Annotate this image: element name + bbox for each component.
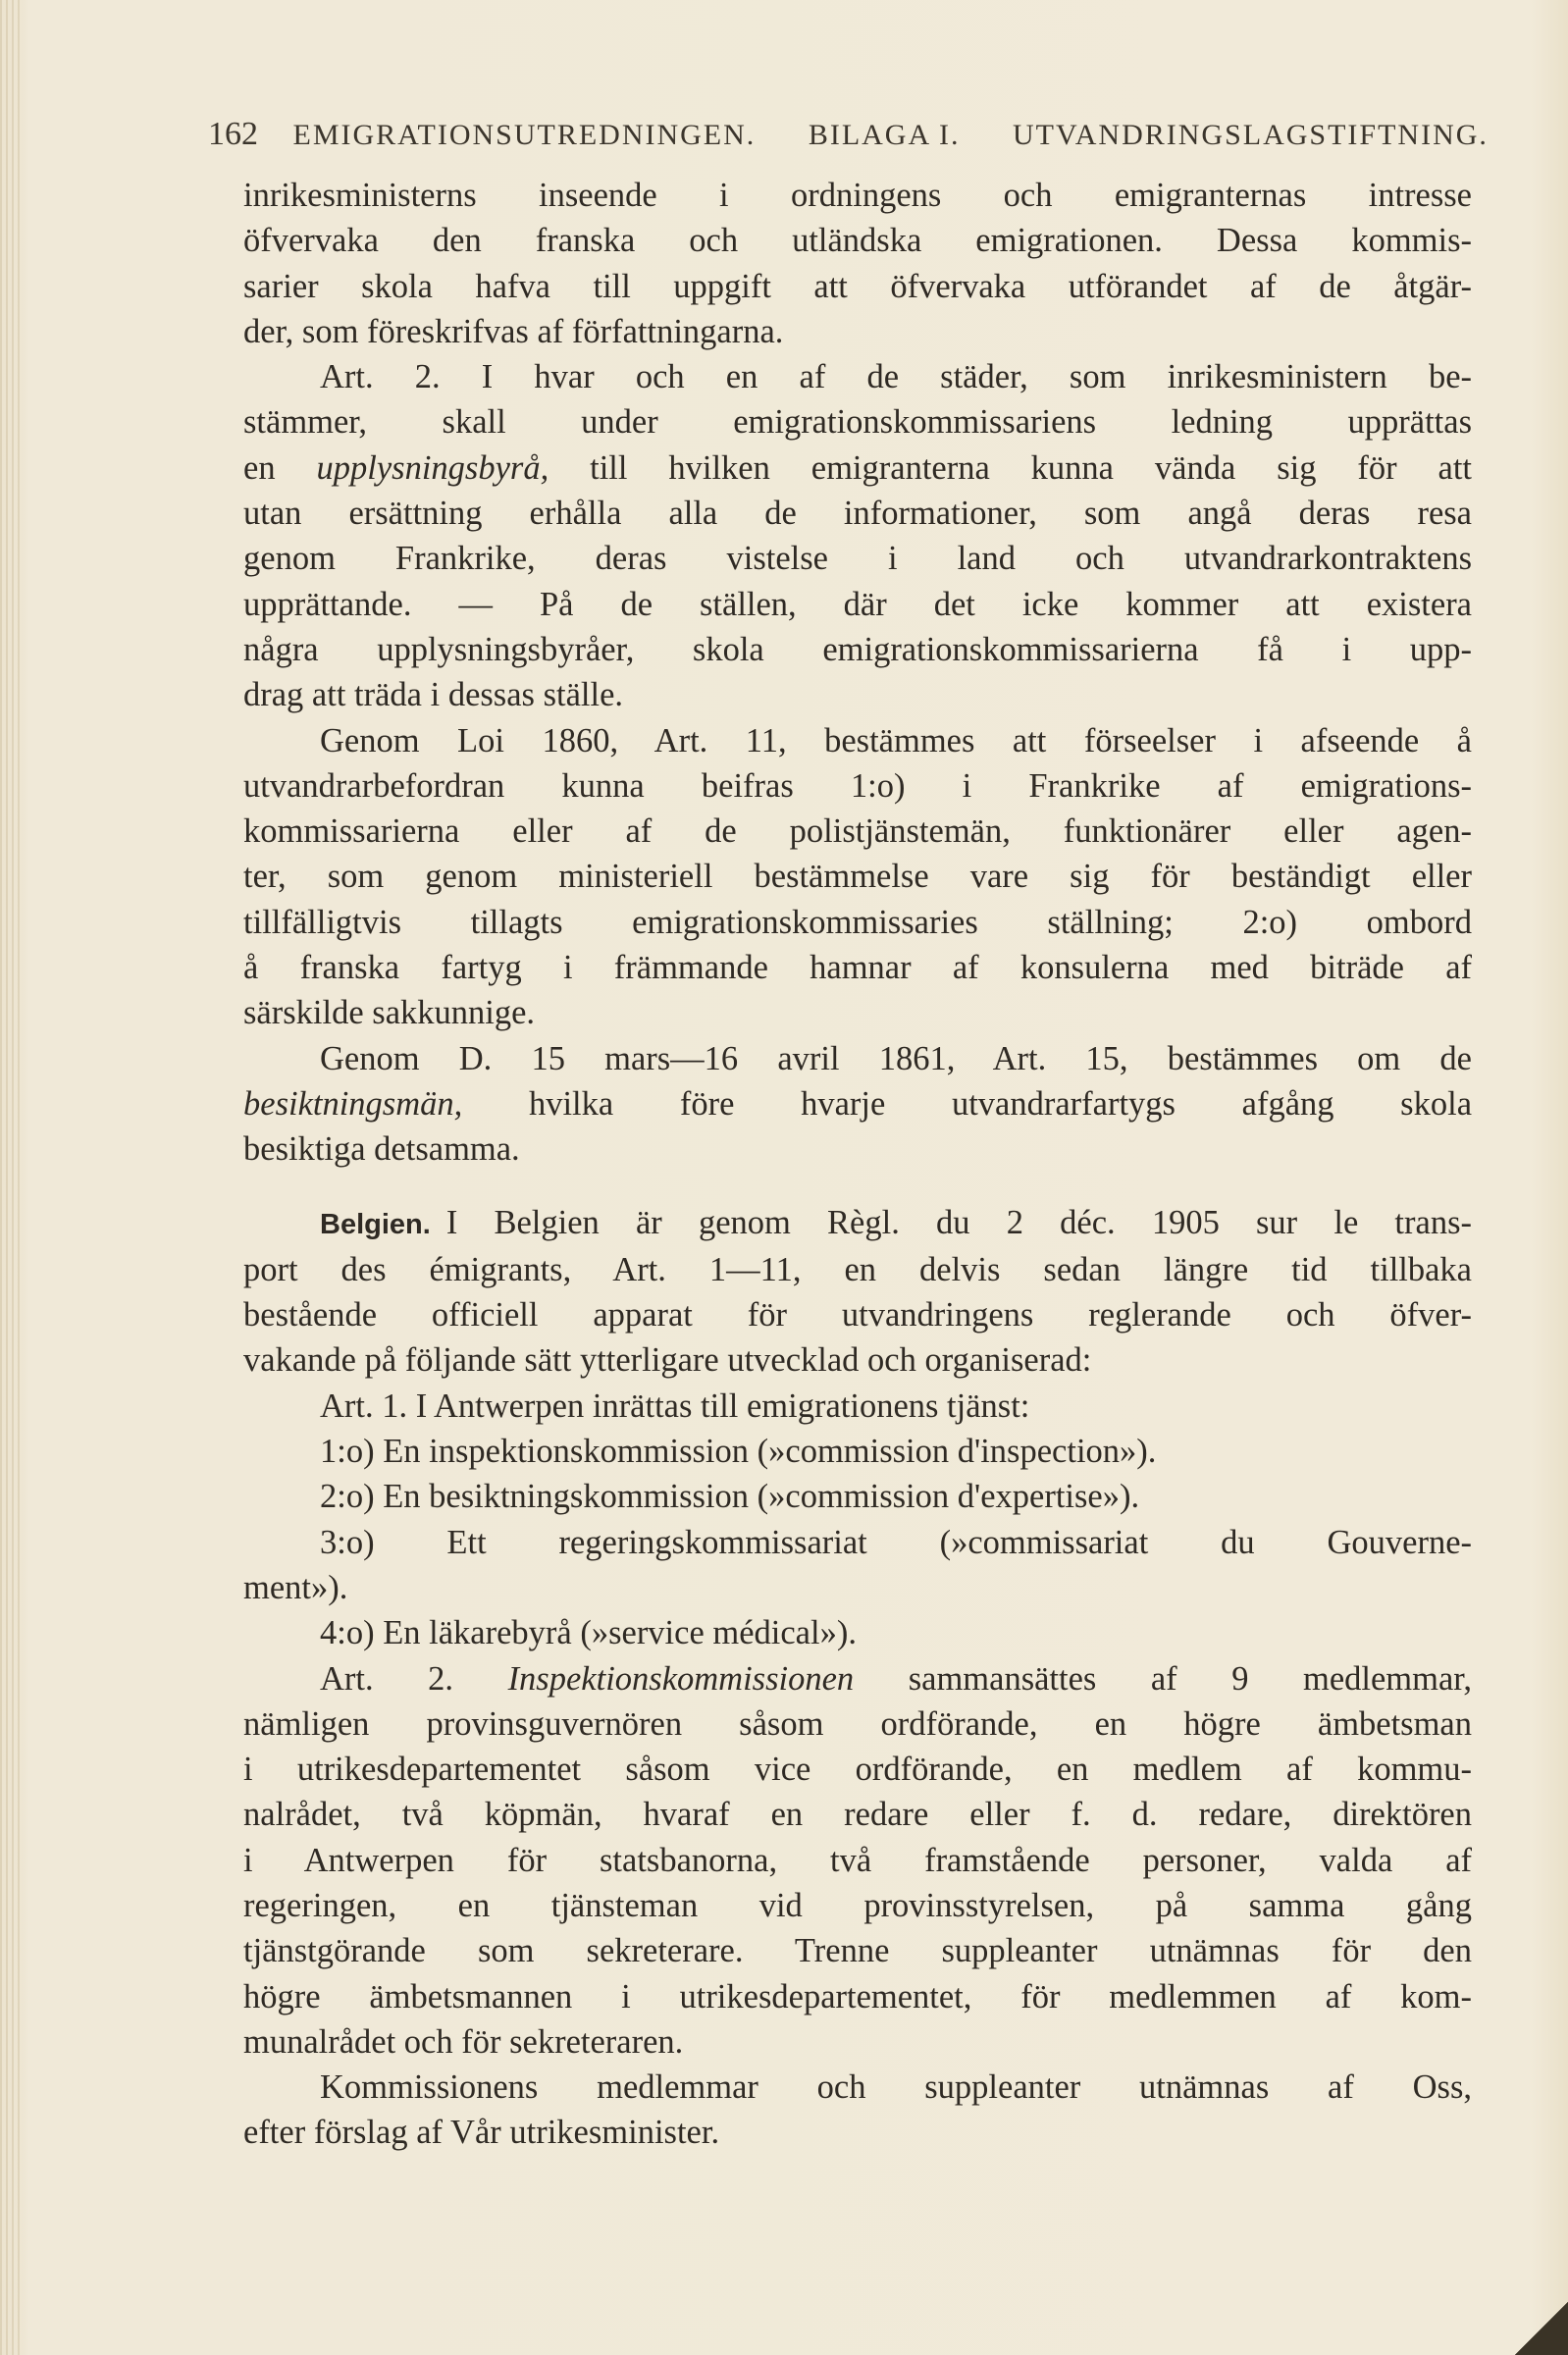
text-line: bestående officiell apparat för utvandringens reglerande och öfver- xyxy=(243,1296,1472,1334)
italic-term: Inspektionskommissionen xyxy=(507,1659,855,1698)
paragraph-final xyxy=(243,2065,1472,2156)
text-line: Art. 2. Inspektionskommissionen sammansättes af 9 medlemmar, xyxy=(320,1659,1472,1698)
paragraph-belgien xyxy=(243,1200,1472,1384)
text-line: efter förslag af Vår utrikesminister. xyxy=(243,2114,720,2152)
text-line: sarier skola hafva till uppgift att öfvervaka utförandet af de åtgär- xyxy=(243,267,1472,305)
text-line: genom Frankrike, deras vistelse i land och utvandrarkontraktens xyxy=(243,540,1472,578)
body-text xyxy=(243,173,1472,2156)
list-item: 2:o) En besiktningskommission (»commission d'expertise»). xyxy=(320,1478,1140,1516)
text-line: nämligen provinsguvernören såsom ordförande, en högre ämbetsman xyxy=(243,1704,1472,1743)
text-line: Genom Loi 1860, Art. 11, bestämmes att förseelser i afseende å xyxy=(320,721,1472,759)
header-section: UTVANDRINGSLAGSTIFTNING. xyxy=(1012,119,1489,151)
text-line: Belgien. I Belgien är genom Règl. du 2 déc. 1905 sur le trans- xyxy=(320,1203,1472,1241)
section-label-belgien: Belgien. xyxy=(320,1208,431,1240)
text-line: tillfälligtvis tillagts emigrationskommissaries ställning; 2:o) ombord xyxy=(243,903,1472,941)
text-line: ter, som genom ministeriell bestämmelse vare sig för beständigt eller xyxy=(243,858,1472,896)
italic-term: besiktningsmän, xyxy=(243,1084,463,1123)
page-corner-fold xyxy=(1509,2296,1568,2355)
list-item: 3:o) Ett regeringskommissariat (»commissariat du Gouverne- xyxy=(320,1523,1472,1561)
text-line: drag att träda i dessas ställe. xyxy=(243,676,624,714)
running-header xyxy=(208,116,1489,153)
text-line: öfvervaka den franska och utländska emigrationen. Dessa kommis- xyxy=(243,222,1472,260)
text-line: munalrådet och för sekreteraren. xyxy=(243,2022,684,2061)
text-line: Art. 1. I Antwerpen inrättas till emigrationens tjänst: xyxy=(320,1387,1030,1425)
italic-term: upplysningsbyrå, xyxy=(316,448,549,487)
paragraph-art-2 xyxy=(243,354,1472,717)
paragraph-art-2-belgien xyxy=(243,1656,1472,2066)
text-line: upprättande. — På de ställen, där det icke kommer att existera xyxy=(243,585,1472,623)
text-line: Genom D. 15 mars—16 avril 1861, Art. 15, bestämmes om de xyxy=(320,1039,1472,1077)
page-edge-shadow xyxy=(0,0,22,2355)
text-line: regeringen, en tjänsteman vid provinsstyrelsen, på samma gång xyxy=(243,1886,1472,1924)
text-line: några upplysningsbyråer, skola emigrationskommissarierna få i upp- xyxy=(243,630,1472,668)
text-line: särskilde sakkunnige. xyxy=(243,994,536,1032)
text-line: der, som föreskrifvas af författningarna. xyxy=(243,312,784,350)
text-line: tjänstgörande som sekreterare. Trenne suppleanter utnämnas för den xyxy=(243,1932,1472,1970)
text-line: i utrikesdepartementet såsom vice ordförande, en medlem af kommu- xyxy=(243,1751,1472,1789)
text-line: utvandrarbefordran kunna beifras 1:o) i Frankrike af emigrations- xyxy=(243,766,1472,805)
page-number: 162 xyxy=(208,116,258,152)
list-item: 1:o) En inspektionskommission (»commission d'inspection»). xyxy=(320,1433,1157,1471)
text-line: utan ersättning erhålla alla de informationer, som angå deras resa xyxy=(243,495,1472,533)
text-line: stämmer, skall under emigrationskommissariens ledning upprättas xyxy=(243,403,1472,442)
paragraph-1 xyxy=(243,173,1472,354)
paragraph-decree-1861 xyxy=(243,1036,1472,1173)
text-line: vakande på följande sätt ytterligare utvecklad och organiserad: xyxy=(243,1341,1092,1380)
text-line: kommissarierna eller af de polistjänstemän, funktionärer eller agen- xyxy=(243,812,1472,851)
header-appendix: BILAGA I. xyxy=(808,119,961,151)
text-line: port des émigrants, Art. 1—11, en delvis sedan längre tid tillbaka xyxy=(243,1250,1472,1288)
text-line: ment»). xyxy=(243,1568,348,1606)
text-line: nalrådet, två köpmän, hvaraf en redare eller f. d. redare, direktören xyxy=(243,1796,1472,1834)
text-line: en upplysningsbyrå, till hvilken emigranterna kunna vända sig för att xyxy=(243,448,1473,487)
text-line: inrikesministerns inseende i ordningens och emigranternas intresse xyxy=(243,177,1472,214)
paragraph-loi-1860 xyxy=(243,718,1472,1036)
text-line: högre ämbetsmannen i utrikesdepartementet, för medlemmen af kom- xyxy=(243,1977,1472,2015)
text-line: Kommissionens medlemmar och suppleanter utnämnas af Oss, xyxy=(320,2068,1472,2107)
text-line: Art. 2. I hvar och en af de städer, som inrikesministern be- xyxy=(320,358,1472,396)
text-line: besiktningsmän, hvilka före hvarje utvandrarfartygs afgång skola xyxy=(243,1084,1473,1123)
list-item: 4:o) En läkarebyrå (»service médical»). xyxy=(320,1614,857,1652)
text-line: besiktiga detsamma. xyxy=(243,1130,520,1169)
text-line: å franska fartyg i främmande hamnar af konsulerna med biträde af xyxy=(243,949,1472,987)
paragraph-art-1 xyxy=(243,1384,1472,1656)
text-line: i Antwerpen för statsbanorna, två framstående personer, valda af xyxy=(243,1841,1472,1879)
header-title: EMIGRATIONSUTREDNINGEN. xyxy=(292,119,757,151)
